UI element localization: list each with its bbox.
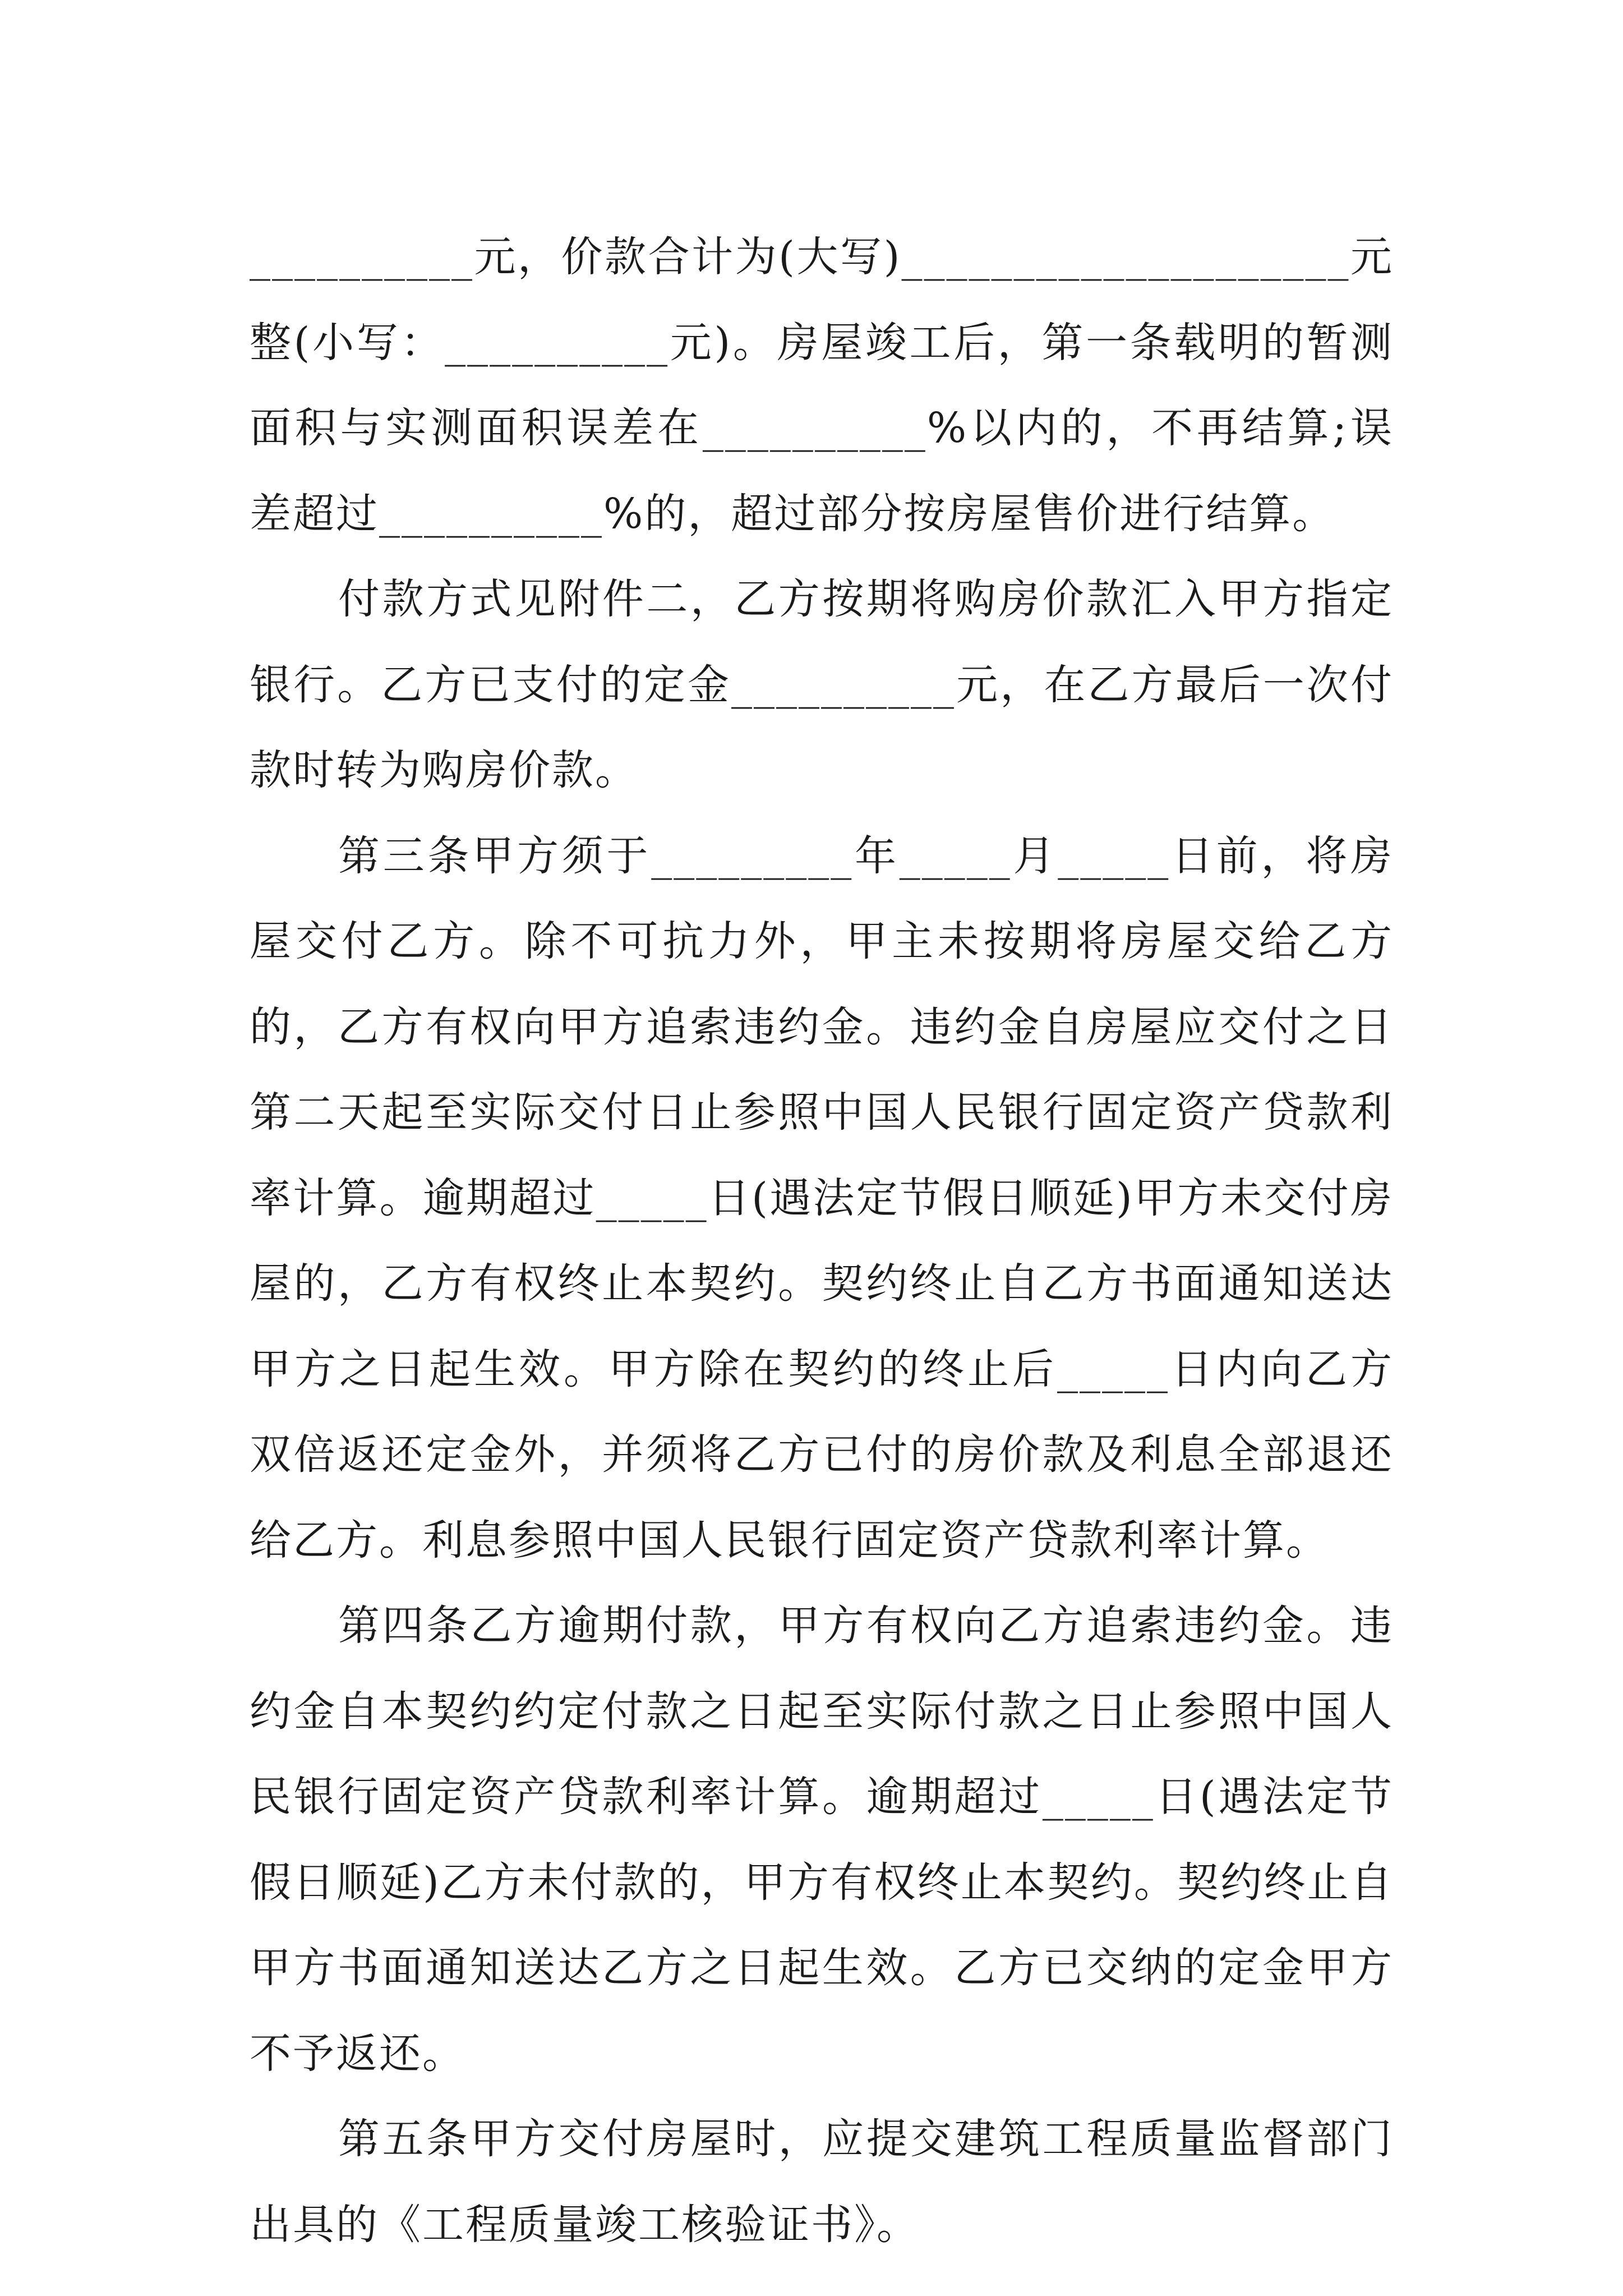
contract-body — [250, 214, 1394, 2267]
paragraph-payment-method: 付款方式见附件二，乙方按期将购房价款汇入甲方指定银行。乙方已支付的定金__________元，在乙方最后一次付款时转为购房价款。 — [250, 575, 1394, 794]
paragraph-article-4: 第四条乙方逾期付款，甲方有权向乙方追索违约金。违约金自本契约约定付款之日起至实际付款之日止参照中国人民银行固定资产贷款利率计算。逾期超过_____日(遇法定节假日顺延)乙方未付款的，甲方有权终止本契约。契约终止自甲方书面通知送达乙方之日起生效。乙方已交纳的定金甲方不予返还。 — [250, 1602, 1394, 2078]
paragraph-price-settlement: __________元，价款合计为(大写)____________________元整(小写：__________元)。房屋竣工后，第一条载明的暂测面积与实测面积误差在__________%以内的，不再结算;误差超过__________%的，超过部分按房屋售价进行结算。 — [250, 233, 1394, 538]
paragraph-article-3: 第三条甲方须于_________年_____月_____日前，将房屋交付乙方。除不可抗力外，甲主未按期将房屋交给乙方的，乙方有权向甲方追索违约金。违约金自房屋应交付之日第二天起至实际交付日止参照中国人民银行固定资产贷款利率计算。逾期超过_____日(遇法定节假日顺延)甲方未交付房屋的，乙方有权终止本契约。契约终止自乙方书面通知送达甲方之日起生效。甲方除在契约的终止后_____日内向乙方双倍返还定金外，并须将乙方已付的房价款及利息全部退还给乙方。利息参照中国人民银行固定资产贷款利率计算。 — [250, 831, 1394, 1565]
paragraph-article-5: 第五条甲方交付房屋时，应提交建筑工程质量监督部门出具的《工程质量竣工核验证书》。 — [250, 2115, 1394, 2249]
